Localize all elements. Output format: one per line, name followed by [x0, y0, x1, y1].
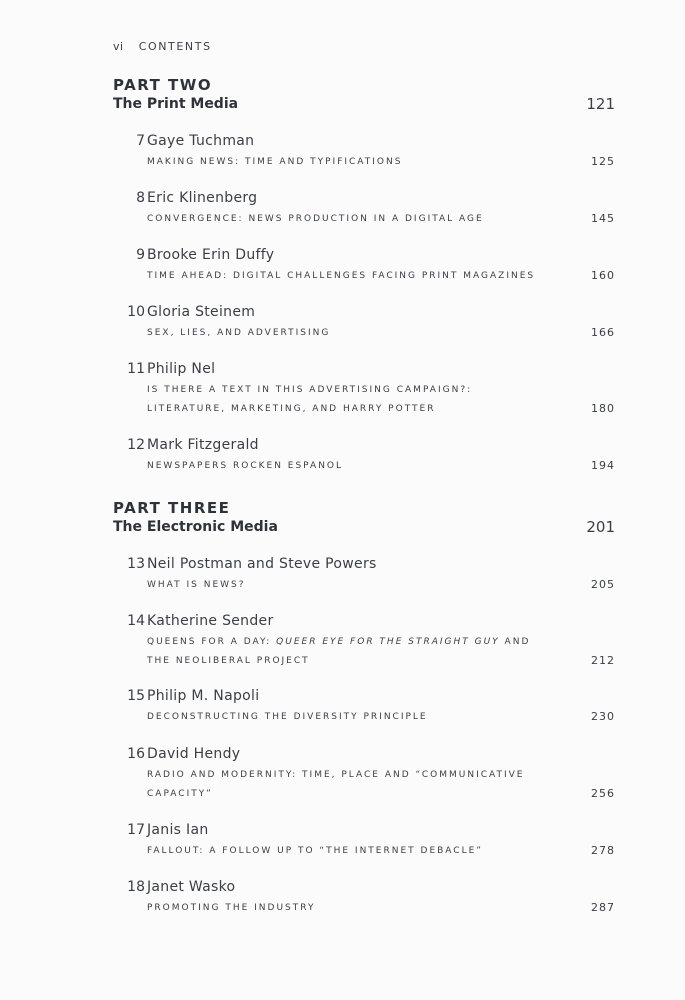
chapter-number: 12 — [127, 437, 145, 453]
page-folio: vi — [113, 40, 124, 53]
chapter-title-continued: THE NEOLIBERAL PROJECT — [147, 656, 310, 666]
chapter-author: Philip Nel — [147, 361, 216, 377]
chapter-page-number: 205 — [591, 578, 615, 591]
part-label: PART THREE — [113, 499, 231, 517]
chapter-author: Gloria Steinem — [147, 304, 256, 320]
chapter-page-number: 145 — [591, 212, 615, 225]
part-title: The Print Media — [113, 96, 239, 112]
chapter-title — [147, 636, 530, 648]
part-page-number: 201 — [586, 518, 615, 536]
chapter-author: Brooke Erin Duffy — [147, 247, 275, 263]
chapter-page-number: 125 — [591, 155, 615, 168]
part-heading — [113, 499, 615, 537]
chapter-title: MAKING NEWS: TIME AND TYPIFICATIONS — [147, 157, 403, 167]
chapter-number: 10 — [127, 304, 145, 320]
chapter-author: Janis Ian — [147, 822, 209, 838]
part-title: The Electronic Media — [113, 519, 278, 535]
chapter-number: 13 — [127, 556, 145, 572]
chapter-title-continued: LITERATURE, MARKETING, AND HARRY POTTER — [147, 404, 436, 414]
chapter-page-number: 230 — [591, 710, 615, 723]
chapter-page-number: 287 — [591, 901, 615, 914]
chapter-author: Gaye Tuchman — [147, 133, 255, 149]
chapter-title-continued: CAPACITY” — [147, 789, 213, 799]
chapter-author: Philip M. Napoli — [147, 688, 260, 704]
part-heading — [113, 76, 615, 114]
chapter-title: CONVERGENCE: NEWS PRODUCTION IN A DIGITAL AGE — [147, 214, 484, 224]
chapter-page-number: 194 — [591, 459, 615, 472]
chapter-page-number: 166 — [591, 326, 615, 339]
chapter-page-number: 180 — [591, 402, 615, 415]
chapter-author: Janet Wasko — [147, 879, 236, 895]
part-label: PART TWO — [113, 76, 213, 94]
chapter-number: 18 — [127, 879, 145, 895]
chapter-number: 17 — [127, 822, 145, 838]
part-page-number: 121 — [586, 95, 615, 113]
chapter-title: SEX, LIES, AND ADVERTISING — [147, 328, 331, 338]
chapter-page-number: 278 — [591, 844, 615, 857]
chapter-author: David Hendy — [147, 746, 241, 762]
chapter-author: Eric Klinenberg — [147, 190, 258, 206]
running-head — [113, 40, 212, 53]
chapter-number: 15 — [127, 688, 145, 704]
chapter-number: 7 — [136, 133, 145, 149]
chapter-author: Katherine Sender — [147, 613, 274, 629]
chapter-number: 11 — [127, 361, 145, 377]
running-head-title: CONTENTS — [138, 40, 212, 53]
chapter-page-number: 160 — [591, 269, 615, 282]
chapter-number: 8 — [136, 190, 145, 206]
chapter-title-part: QUEENS FOR A DAY: — [147, 637, 277, 647]
chapter-author: Neil Postman and Steve Powers — [147, 556, 377, 572]
chapter-title: IS THERE A TEXT IN THIS ADVERTISING CAMPAIGN?: — [147, 385, 473, 395]
chapter-number: 9 — [136, 247, 145, 263]
chapter-page-number: 212 — [591, 654, 615, 667]
chapter-title: FALLOUT: A FOLLOW UP TO “THE INTERNET DEBACLE” — [147, 846, 483, 856]
chapter-author: Mark Fitzgerald — [147, 437, 259, 453]
chapter-title-italic: QUEER EYE FOR THE STRAIGHT GUY — [276, 637, 500, 647]
chapter-title: NEWSPAPERS ROCKEN ESPANOL — [147, 461, 344, 471]
chapter-title: PROMOTING THE INDUSTRY — [147, 903, 316, 913]
chapter-title: RADIO AND MODERNITY: TIME, PLACE AND “COMMUNICATIVE — [147, 770, 525, 780]
chapter-number: 16 — [127, 746, 145, 762]
chapter-title: WHAT IS NEWS? — [147, 580, 246, 590]
chapter-title: TIME AHEAD: DIGITAL CHALLENGES FACING PRINT MAGAZINES — [147, 271, 536, 281]
chapter-page-number: 256 — [591, 787, 615, 800]
chapter-title: DECONSTRUCTING THE DIVERSITY PRINCIPLE — [147, 712, 428, 722]
chapter-title-part: AND — [499, 637, 531, 647]
chapter-number: 14 — [127, 613, 145, 629]
